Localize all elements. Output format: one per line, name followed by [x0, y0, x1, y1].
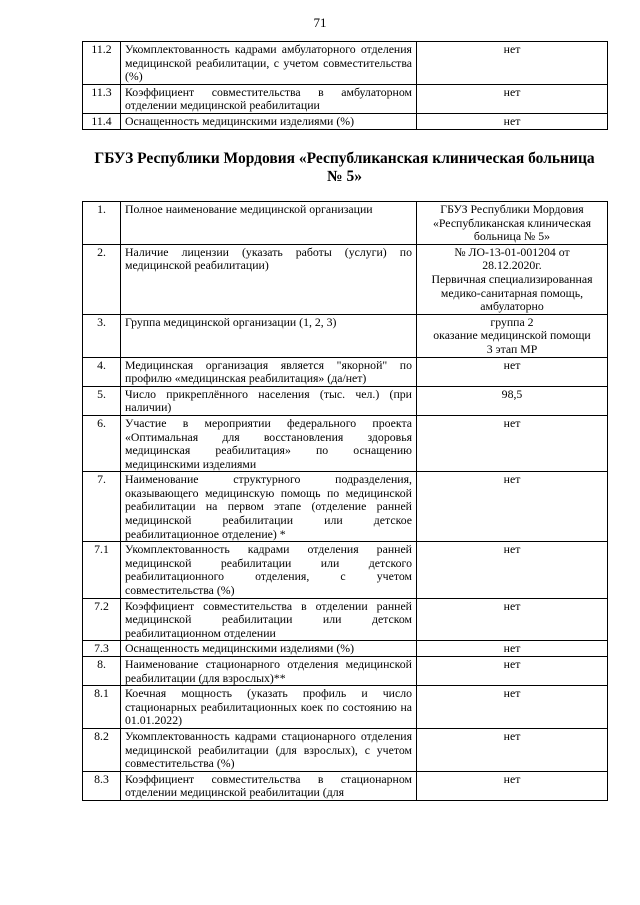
row-value-line: нет — [503, 686, 521, 701]
row-value-line: нет — [503, 357, 521, 372]
organization-heading — [82, 150, 607, 186]
row-value: нет — [417, 42, 608, 85]
row-number: 11.4 — [83, 113, 121, 129]
row-description: Полное наименование медицинской организации — [121, 202, 417, 245]
table-row — [83, 314, 608, 357]
row-description: Оснащенность медицинскими изделиями (%) — [121, 113, 417, 129]
row-description: Укомплектованность кадрами стационарного отделения медицинской реабилитации (для взрослых), с учетом совместительства (%) — [121, 728, 417, 771]
row-value-line: нет — [503, 542, 521, 557]
row-value — [417, 415, 608, 471]
row-value — [417, 598, 608, 641]
row-description: Коечная мощность (указать профиль и число стационарных реабилитационных коек по состоянию на 01.01.2022) — [121, 686, 417, 729]
row-value — [417, 641, 608, 657]
row-value: нет — [417, 84, 608, 113]
row-value-line: больница № 5» — [473, 229, 551, 244]
table-row — [83, 386, 608, 415]
row-value-line: 98,5 — [501, 386, 523, 401]
row-description: Наличие лицензии (указать работы (услуги) по медицинской реабилитации) — [121, 244, 417, 314]
heading-line-1: ГБУЗ Республики Мордовия «Республиканская клиническая больница — [94, 150, 595, 167]
row-number: 11.2 — [83, 42, 121, 85]
row-value-line: Первичная специализированная — [431, 271, 593, 286]
table-row — [83, 542, 608, 598]
table-row — [83, 686, 608, 729]
row-number: 7.1 — [83, 542, 121, 598]
row-value: нет — [417, 113, 608, 129]
table-row — [83, 42, 608, 85]
row-description: Медицинская организация является "якорной" по профилю «медицинская реабилитация» (да/нет) — [121, 357, 417, 386]
table-row — [83, 472, 608, 542]
row-value-line: № ЛО-13-01-001204 от — [454, 244, 570, 259]
table-row — [83, 113, 608, 129]
row-value-line: ГБУЗ Республики Мордовия — [440, 202, 584, 216]
row-number: 7.3 — [83, 641, 121, 657]
row-value-line: нет — [503, 598, 521, 613]
row-value-line: 28.12.2020г. — [482, 258, 542, 273]
table-row — [83, 84, 608, 113]
page-number: 71 — [313, 15, 327, 30]
table-row — [83, 202, 608, 245]
row-number: 7. — [83, 472, 121, 542]
row-value-line: нет — [503, 641, 521, 656]
heading-line-2: № 5» — [327, 168, 362, 185]
row-value-line: нет — [503, 771, 521, 786]
row-number: 5. — [83, 386, 121, 415]
row-value — [417, 386, 608, 415]
row-description: Оснащенность медицинскими изделиями (%) — [121, 641, 417, 657]
row-value — [417, 314, 608, 357]
table-row — [83, 415, 608, 471]
row-description: Наименование стационарного отделения медицинской реабилитации (для взрослых)** — [121, 657, 417, 686]
row-value — [417, 771, 608, 800]
row-number: 8.2 — [83, 728, 121, 771]
row-number: 3. — [83, 314, 121, 357]
row-value — [417, 542, 608, 598]
row-value-line: амбулаторно — [480, 299, 544, 314]
table-row — [83, 657, 608, 686]
row-description: Число прикреплённого населения (тыс. чел.) (при наличии) — [121, 386, 417, 415]
row-value — [417, 657, 608, 686]
row-value-line: нет — [503, 415, 521, 430]
row-value-line: нет — [503, 657, 521, 671]
row-value — [417, 244, 608, 314]
row-value — [417, 357, 608, 386]
row-number: 2. — [83, 244, 121, 314]
row-value-line: 3 этап МР — [486, 341, 538, 356]
row-value-line: медико-санитарная помощь, — [440, 285, 584, 300]
row-value-line: нет — [503, 472, 521, 487]
row-number: 6. — [83, 415, 121, 471]
row-value — [417, 472, 608, 542]
top-table — [82, 41, 608, 130]
row-number: 1. — [83, 202, 121, 245]
row-description: Коэффициент совместительства в стационарном отделении медицинской реабилитации (для — [121, 771, 417, 800]
row-description: Группа медицинской организации (1, 2, 3) — [121, 314, 417, 357]
table-row — [83, 598, 608, 641]
table-row — [83, 641, 608, 657]
row-value-line: «Республиканская клиническая — [432, 215, 591, 230]
row-number: 7.2 — [83, 598, 121, 641]
row-number: 11.3 — [83, 84, 121, 113]
row-description: Укомплектованность кадрами амбулаторного отделения медицинской реабилитации, с учетом совместительства (%) — [121, 42, 417, 85]
row-description: Коэффициент совместительства в амбулаторном отделении медицинской реабилитации — [121, 84, 417, 113]
row-value — [417, 686, 608, 729]
row-number: 4. — [83, 357, 121, 386]
row-value — [417, 728, 608, 771]
main-table — [82, 201, 608, 801]
table-row — [83, 728, 608, 771]
table-row — [83, 244, 608, 314]
row-description: Наименование структурного подразделения, оказывающего медицинскую помощь по медицинской реабилитации на первом этапе (отделение ранней медицинской реабилитации или детское реабилитационное отделение) * — [121, 472, 417, 542]
row-value-line: группа 2 — [490, 314, 534, 329]
row-number: 8.1 — [83, 686, 121, 729]
table-row — [83, 357, 608, 386]
row-description: Участие в мероприятии федерального проекта «Оптимальная для восстановления здоровья медицинская реабилитация» по оснащению медицинскими изделиями — [121, 415, 417, 471]
row-value-line: нет — [503, 728, 521, 743]
row-description: Коэффициент совместительства в отделении ранней медицинской реабилитации или детском реабилитационном отделении — [121, 598, 417, 641]
row-description: Укомплектованность кадрами отделения ранней медицинской реабилитации или детского реабилитационного отделения, с учетом совместительства (%) — [121, 542, 417, 598]
table-row — [83, 771, 608, 800]
row-number: 8. — [83, 657, 121, 686]
row-value-line: оказание медицинской помощи — [433, 328, 591, 343]
row-value — [417, 202, 608, 245]
row-number: 8.3 — [83, 771, 121, 800]
